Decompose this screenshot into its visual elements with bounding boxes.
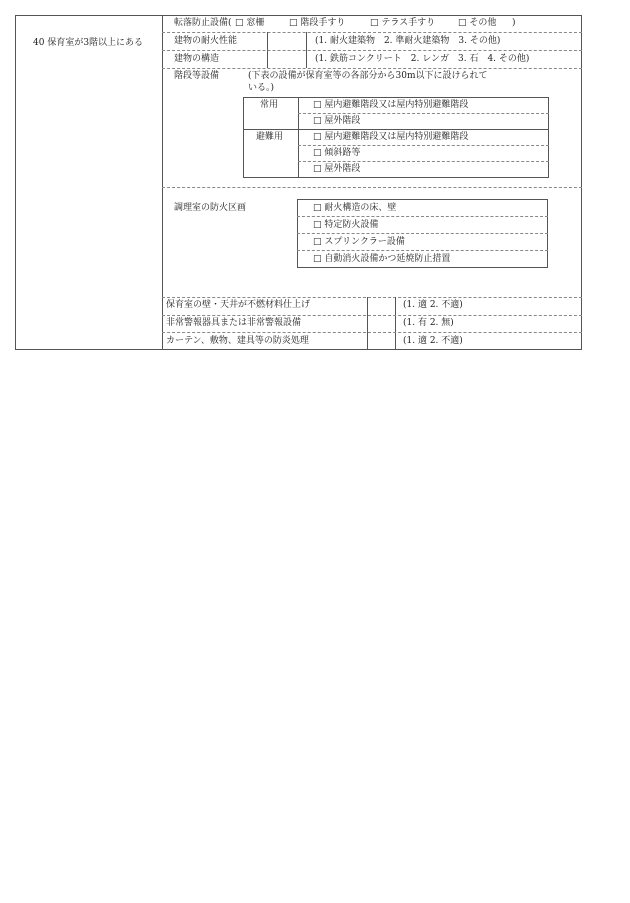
stairs-item[interactable]: □ 屋内避難階段又は屋内特別避難階段 xyxy=(313,132,469,142)
kitchen-fire-item[interactable]: □ スプリンクラー設備 xyxy=(313,237,405,247)
kitchen-fire-item[interactable]: □ 特定防火設備 xyxy=(313,220,379,230)
stairs-item[interactable]: □ 屋外階段 xyxy=(313,116,361,126)
row-divider xyxy=(162,68,582,69)
fall-prevention-option-terrace-handrail[interactable]: □ テラス手すり xyxy=(370,18,436,28)
fall-prevention-option-other[interactable]: □ その他 xyxy=(458,18,497,28)
stairs-item[interactable]: □ 傾斜路等 xyxy=(313,148,361,158)
row-divider xyxy=(162,32,582,33)
stairs-row-divider xyxy=(298,145,549,146)
row-divider xyxy=(162,332,582,333)
stairs-item[interactable]: □ 屋内避難階段又は屋内特別避難階段 xyxy=(313,100,469,110)
fireproof-choices[interactable]: (1. 適 2. 不適) xyxy=(403,336,463,346)
fall-prevention-label: 転落防止設備( xyxy=(174,18,232,28)
left-column-divider xyxy=(162,15,163,350)
kitchen-row-divider xyxy=(297,233,548,234)
stairs-row-divider xyxy=(298,161,549,162)
row-divider xyxy=(162,50,582,51)
stairs-group-regular: 常用 xyxy=(260,100,279,110)
column-divider xyxy=(395,297,396,350)
kitchen-fire-label: 調理室の防火区画 xyxy=(174,203,247,213)
nonflammable-label: 保育室の壁・天井が不燃材料仕上げ xyxy=(166,300,311,310)
stairs-row-divider xyxy=(298,113,549,114)
kitchen-fire-item[interactable]: □ 耐火構造の床、壁 xyxy=(313,203,397,213)
stairs-group-divider xyxy=(243,129,549,130)
kitchen-row-divider xyxy=(297,250,548,251)
stairs-item[interactable]: □ 屋外階段 xyxy=(313,164,361,174)
kitchen-row-divider xyxy=(297,216,548,217)
fireproof-label: カーテン、敷物、建具等の防炎処理 xyxy=(166,336,309,346)
stairs-table-divider xyxy=(298,97,299,178)
kitchen-fire-item[interactable]: □ 自動消火設備かつ延焼防止措置 xyxy=(313,254,451,264)
structure-label: 建物の構造 xyxy=(174,54,220,64)
alarm-label: 非常警報器具または非常警報設備 xyxy=(166,318,302,328)
row-divider xyxy=(162,297,582,298)
row-divider xyxy=(162,315,582,316)
stairs-group-evacuation: 避難用 xyxy=(256,132,284,142)
section-label: 40 保育室が3階以上にある xyxy=(33,38,144,48)
column-divider xyxy=(367,297,368,350)
fall-prevention-close: ) xyxy=(512,18,516,28)
nonflammable-choices[interactable]: (1. 適 2. 不適) xyxy=(403,300,463,310)
alarm-choices[interactable]: (1. 有 2. 無) xyxy=(403,318,454,328)
fire-resistance-label: 建物の耐火性能 xyxy=(174,36,238,46)
fall-prevention-option-window-guard[interactable]: □ 窓柵 xyxy=(235,18,265,28)
stairs-label: 階段等設備 xyxy=(174,71,220,81)
stairs-note-line1: (下表の設備が保育室等の各部分から30m以下に設けられて xyxy=(248,71,488,81)
row-divider xyxy=(162,187,582,188)
fire-resistance-choices[interactable]: (1. 耐火建築物 2. 準耐火建築物 3. その他) xyxy=(315,36,501,46)
structure-choices[interactable]: (1. 鉄筋コンクリート 2. レンガ 3. 石 4. その他) xyxy=(315,54,530,64)
fall-prevention-option-stair-handrail[interactable]: □ 階段手すり xyxy=(289,18,346,28)
stairs-note-line2: いる。) xyxy=(248,83,275,93)
